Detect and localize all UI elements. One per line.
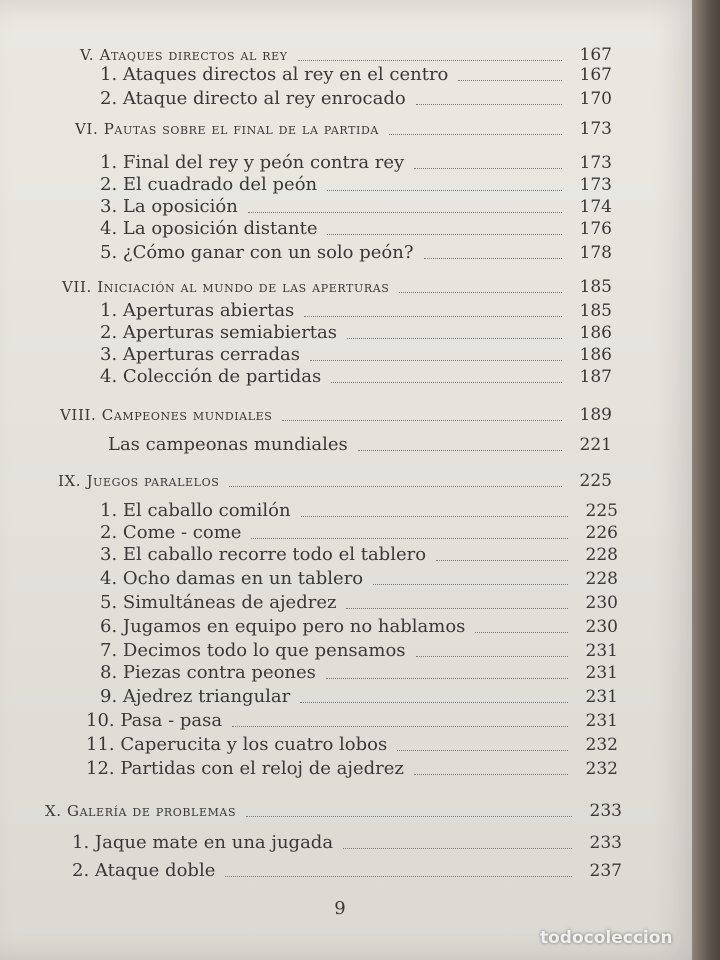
dot-leader [414, 774, 568, 775]
dot-leader [414, 168, 562, 169]
toc-entry-title: El cuadrado del peón [122, 174, 318, 195]
dot-leader [327, 234, 562, 235]
dot-leader [458, 80, 562, 81]
toc-chapter-row [58, 466, 612, 492]
toc-entry-number: 1. [100, 500, 118, 521]
toc-entry-number: 11. [86, 734, 115, 755]
toc-item-row [100, 658, 618, 684]
toc-page-number: 237 [589, 861, 622, 881]
toc-entry-number: 2. [100, 88, 118, 109]
toc-entry-label [100, 64, 448, 86]
toc-entry-label [72, 860, 215, 882]
dot-leader [248, 212, 562, 213]
toc-entry-number: 8. [100, 662, 118, 683]
toc-entry-label [86, 758, 404, 780]
toc-entry-title: Simultáneas de ajedrez [122, 592, 337, 613]
toc-entry-number: 5. [100, 592, 118, 613]
toc-entry-title: El caballo comilón [122, 500, 291, 521]
toc-item-row [100, 588, 618, 614]
dot-leader [251, 538, 568, 539]
toc-entry-number: 3. [100, 544, 118, 565]
dot-leader [225, 876, 572, 877]
toc-entry-title: Come - come [122, 522, 242, 543]
toc-item-row [72, 856, 622, 882]
toc-chapter-row [75, 114, 612, 140]
toc-page-number: 231 [585, 663, 618, 683]
toc-page-number: 167 [579, 65, 612, 85]
toc-entry-title: La oposición [122, 196, 238, 217]
dot-leader [301, 516, 568, 517]
toc-entry-number: 2. [100, 174, 118, 195]
dot-leader [300, 702, 568, 703]
toc-entry-title: Partidas con el reloj de ajedrez [120, 758, 404, 779]
toc-entry-title: Ocho damas en un tablero [122, 568, 364, 589]
dot-leader [331, 382, 562, 383]
toc-page-number: 170 [579, 89, 612, 109]
toc-entry-label [100, 218, 317, 240]
dot-leader [327, 190, 562, 191]
toc-entry-number: 12. [86, 758, 115, 779]
dot-leader [358, 450, 562, 451]
toc-entry-title: Ataques directos al rey [99, 46, 288, 64]
toc-entry-title: Ajedrez triangular [122, 686, 291, 707]
toc-entry-number: 1. [100, 152, 118, 173]
toc-entry-title: El caballo recorre todo el tablero [122, 544, 427, 565]
toc-entry-title: Aperturas semiabiertas [122, 322, 338, 343]
toc-entry-label [108, 434, 348, 456]
dot-leader [326, 678, 568, 679]
toc-entry-label [100, 544, 426, 566]
toc-entry-number: 2. [100, 522, 118, 543]
toc-page-number: 187 [579, 367, 612, 387]
toc-chapter-row [62, 272, 612, 298]
toc-chapter-row [45, 796, 622, 822]
toc-page-number: 232 [585, 759, 618, 779]
toc-entry-number: 3. [100, 196, 118, 217]
toc-entry-number: 4. [100, 366, 118, 387]
toc-entry-title: La oposición distante [122, 218, 318, 239]
toc-page-number: 226 [585, 523, 618, 543]
toc-entry-title: Ataques directos al rey en el centro [122, 64, 449, 85]
toc-entry-number: VI. [75, 120, 99, 138]
toc-entry-label [86, 734, 387, 756]
toc-page-number: 233 [589, 833, 622, 853]
toc-entry-title: Pasa - pasa [120, 710, 223, 731]
dot-leader [282, 420, 562, 421]
toc-entry-title: ¿Cómo ganar con un solo peón? [122, 242, 414, 263]
watermark: todocoleccion [540, 928, 673, 948]
toc-entry-title: Campeones mundiales [101, 406, 273, 424]
dot-leader [475, 632, 568, 633]
toc-chapter-row [60, 400, 612, 426]
dot-leader [310, 360, 562, 361]
dot-leader [232, 726, 568, 727]
toc-entry-label [45, 800, 236, 822]
toc-entry-title: Caperucita y los cuatro lobos [120, 734, 388, 755]
toc-entry-label [86, 710, 222, 732]
toc-entry-number: 1. [72, 832, 90, 853]
toc-entry-title: Iniciación al mundo de las aperturas [97, 278, 390, 296]
toc-page-number: 186 [579, 345, 612, 365]
toc-item-row [100, 238, 612, 264]
toc-item-row [100, 60, 612, 86]
toc-page-number: 178 [579, 243, 612, 263]
dot-leader [397, 750, 568, 751]
toc-page-number: 228 [585, 569, 618, 589]
toc-entry-number: VIII. [60, 406, 97, 424]
toc-page-number: 231 [585, 641, 618, 661]
toc-entry-label [100, 686, 290, 708]
toc-item-row [100, 612, 618, 638]
toc-page-number: 221 [579, 435, 612, 455]
toc-page-number: 230 [585, 593, 618, 613]
toc-entry-number: 4. [100, 568, 118, 589]
toc-item-row [86, 706, 618, 732]
dot-leader [436, 560, 568, 561]
toc-entry-number: 9. [100, 686, 118, 707]
toc-page-number: 185 [579, 301, 612, 321]
toc-entry-title: Galería de problemas [67, 802, 237, 820]
toc-entry-number: VII. [62, 278, 92, 296]
toc-entry-title: Pautas sobre el final de la partida [103, 120, 379, 138]
dot-leader [346, 608, 568, 609]
toc-entry-title: Jugamos en equipo pero no hablamos [122, 616, 466, 637]
toc-item-row [72, 828, 622, 854]
toc-entry-title: Aperturas cerradas [122, 344, 300, 365]
footer-page-number: 9 [334, 898, 346, 919]
toc-entry-label [72, 832, 333, 854]
toc-entry-number: 10. [86, 710, 115, 731]
toc-entry-label [58, 470, 219, 492]
toc-entry-label [100, 662, 316, 684]
toc-item-row [100, 682, 618, 708]
toc-entry-title: Decimos todo lo que pensamos [122, 640, 406, 661]
toc-page-number: 230 [585, 617, 618, 637]
toc-entry-title: Ataque doble [94, 860, 216, 881]
toc-page-number: 176 [579, 219, 612, 239]
toc-page-number: 231 [585, 711, 618, 731]
dot-leader [229, 486, 562, 487]
toc-page-number: 185 [579, 277, 612, 297]
toc-entry-label [100, 242, 414, 264]
toc-entry-number: IX. [58, 472, 82, 490]
toc-entry-label [100, 616, 465, 638]
dot-leader [389, 134, 562, 135]
toc-entry-label [75, 118, 379, 140]
toc-entry-label [100, 366, 321, 388]
toc-entry-title: Piezas contra peones [122, 662, 316, 683]
toc-page-number: 173 [579, 153, 612, 173]
toc-page-number: 189 [579, 405, 612, 425]
toc-entry-title: Juegos paralelos [86, 472, 220, 490]
toc-entry-title: Jaque mate en una jugada [94, 832, 334, 853]
toc-page-number: 186 [579, 323, 612, 343]
toc-entry-number: X. [45, 802, 62, 820]
toc-page-number: 173 [579, 175, 612, 195]
toc-entry-number: 7. [100, 640, 118, 661]
toc-page-number: 232 [585, 735, 618, 755]
dot-leader [343, 848, 572, 849]
toc-item-row [100, 540, 618, 566]
dot-leader [246, 816, 572, 817]
dot-leader [347, 338, 562, 339]
toc-item-row [86, 754, 618, 780]
toc-entry-title: Final del rey y peón contra rey [122, 152, 405, 173]
toc-item-row [100, 564, 618, 590]
toc-item-row [108, 430, 612, 456]
toc-entry-label [100, 568, 363, 590]
toc-entry-title: Aperturas abiertas [122, 300, 295, 321]
toc-page-number: 225 [579, 471, 612, 491]
dot-leader [424, 258, 563, 259]
toc-entry-number: 1. [100, 64, 118, 85]
toc-entry-number: 1. [100, 300, 118, 321]
toc-entry-number: 2. [72, 860, 90, 881]
toc-entry-number: 3. [100, 344, 118, 365]
toc-item-row [100, 362, 612, 388]
toc-page-number: 231 [585, 687, 618, 707]
toc-page-number: 173 [579, 119, 612, 139]
toc-item-row [86, 730, 618, 756]
toc-entry-title: Ataque directo al rey enrocado [122, 88, 406, 109]
toc-entry-label [62, 276, 389, 298]
toc-page-number: 228 [585, 545, 618, 565]
toc-entry-title: Colección de partidas [122, 366, 322, 387]
toc-item-row [100, 84, 612, 110]
dot-leader [304, 316, 562, 317]
toc-entry-number: 4. [100, 218, 118, 239]
toc-entry-title: Las campeonas mundiales [108, 434, 348, 455]
toc-entry-label [60, 404, 272, 426]
toc-page-number: 233 [589, 801, 622, 821]
toc-entry-label [100, 88, 406, 110]
dot-leader [373, 584, 568, 585]
toc-entry-label [100, 592, 336, 614]
toc-page-number: 225 [585, 501, 618, 521]
toc-page-number: 174 [579, 197, 612, 217]
toc-entry-number: V. [80, 46, 95, 64]
dot-leader [416, 104, 562, 105]
toc-entry-number: 2. [100, 322, 118, 343]
toc-page-number: 167 [579, 45, 612, 65]
toc-entry-number: 6. [100, 616, 118, 637]
dot-leader [416, 656, 568, 657]
dot-leader [399, 292, 562, 293]
toc-item-row [100, 214, 612, 240]
toc-entry-number: 5. [100, 242, 118, 263]
